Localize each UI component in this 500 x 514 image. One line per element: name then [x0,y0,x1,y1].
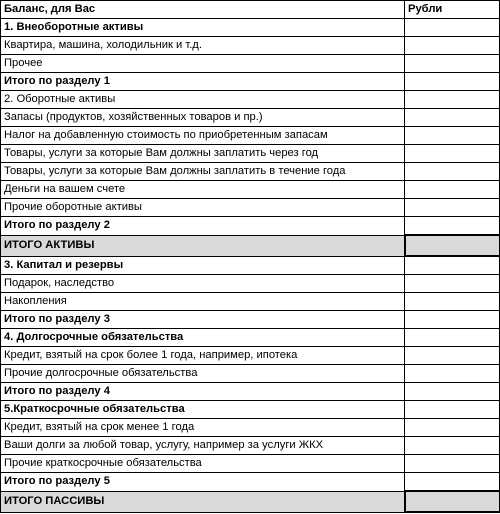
row-label: Накопления [1,293,405,311]
row-label: 1. Внеоборотные активы [1,19,405,37]
row-value-cell[interactable] [405,329,500,347]
row-label: Налог на добавленную стоимость по приобретенным запасам [1,127,405,145]
row-label: Итого по разделу 4 [1,383,405,401]
section-row [1,19,500,37]
row-label: Итого по разделу 2 [1,217,405,236]
table-row [1,365,500,383]
section-row [1,73,500,91]
row-label: 2. Оборотные активы [1,91,405,109]
table-row [1,293,500,311]
row-label: Прочие долгосрочные обязательства [1,365,405,383]
section-row [1,217,500,236]
row-value-cell[interactable] [405,91,500,109]
row-value-cell[interactable] [405,73,500,91]
row-label: Подарок, наследство [1,275,405,293]
table-row [1,55,500,73]
row-label: Прочие краткосрочные обязательства [1,455,405,473]
row-value-cell[interactable] [405,163,500,181]
total-row [1,235,500,256]
row-label: Итого по разделу 3 [1,311,405,329]
row-value-cell[interactable] [405,365,500,383]
row-value-cell[interactable] [405,401,500,419]
section-row [1,401,500,419]
row-value-cell[interactable] [405,181,500,199]
section-row [1,383,500,401]
table-body [1,19,500,513]
table-row [1,145,500,163]
table-row [1,455,500,473]
row-value-cell[interactable] [405,37,500,55]
row-label: Ваши долги за любой товар, услугу, например за услуги ЖКХ [1,437,405,455]
section-row [1,311,500,329]
table-row [1,91,500,109]
section-row [1,256,500,275]
row-value-cell[interactable] [405,199,500,217]
table-row [1,181,500,199]
row-value-cell[interactable] [405,55,500,73]
row-value-cell[interactable] [405,311,500,329]
table-row [1,347,500,365]
section-row [1,329,500,347]
row-value-cell[interactable] [405,419,500,437]
row-value-cell[interactable] [405,275,500,293]
row-value-cell[interactable] [405,491,500,512]
row-value-cell[interactable] [405,235,500,256]
table-row [1,437,500,455]
table-row [1,419,500,437]
row-value-cell[interactable] [405,293,500,311]
row-label: 5.Краткосрочные обязательства [1,401,405,419]
row-label: Запасы (продуктов, хозяйственных товаров и пр.) [1,109,405,127]
row-value-cell[interactable] [405,19,500,37]
row-label: Товары, услуги за которые Вам должны заплатить через год [1,145,405,163]
row-value-cell[interactable] [405,347,500,365]
row-value-cell[interactable] [405,109,500,127]
row-label: Кредит, взятый на срок менее 1 года [1,419,405,437]
row-value-cell[interactable] [405,455,500,473]
section-row [1,473,500,492]
row-label: Итого по разделу 5 [1,473,405,492]
row-label: Товары, услуги за которые Вам должны заплатить в течение года [1,163,405,181]
row-value-cell[interactable] [405,256,500,275]
row-label: Итого по разделу 1 [1,73,405,91]
row-label: Квартира, машина, холодильник и т.д. [1,37,405,55]
row-label: Деньги на вашем счете [1,181,405,199]
table-row [1,127,500,145]
row-label: ИТОГО АКТИВЫ [1,235,405,256]
row-label: ИТОГО ПАССИВЫ [1,491,405,512]
row-label: Прочее [1,55,405,73]
row-label: 4. Долгосрочные обязательства [1,329,405,347]
row-label: 3. Капитал и резервы [1,256,405,275]
row-value-cell[interactable] [405,473,500,492]
row-value-cell[interactable] [405,127,500,145]
table-row [1,37,500,55]
table-row [1,275,500,293]
table-header-row [1,1,500,19]
row-value-cell[interactable] [405,217,500,236]
column-header-rubles: Рубли [405,1,500,19]
table-row [1,199,500,217]
row-label: Прочие оборотные активы [1,199,405,217]
row-label: Кредит, взятый на срок более 1 года, например, ипотека [1,347,405,365]
row-value-cell[interactable] [405,383,500,401]
row-value-cell[interactable] [405,437,500,455]
row-value-cell[interactable] [405,145,500,163]
table-row [1,163,500,181]
table-row [1,109,500,127]
total-row [1,491,500,512]
column-header-item: Баланс, для Вас [1,1,405,19]
